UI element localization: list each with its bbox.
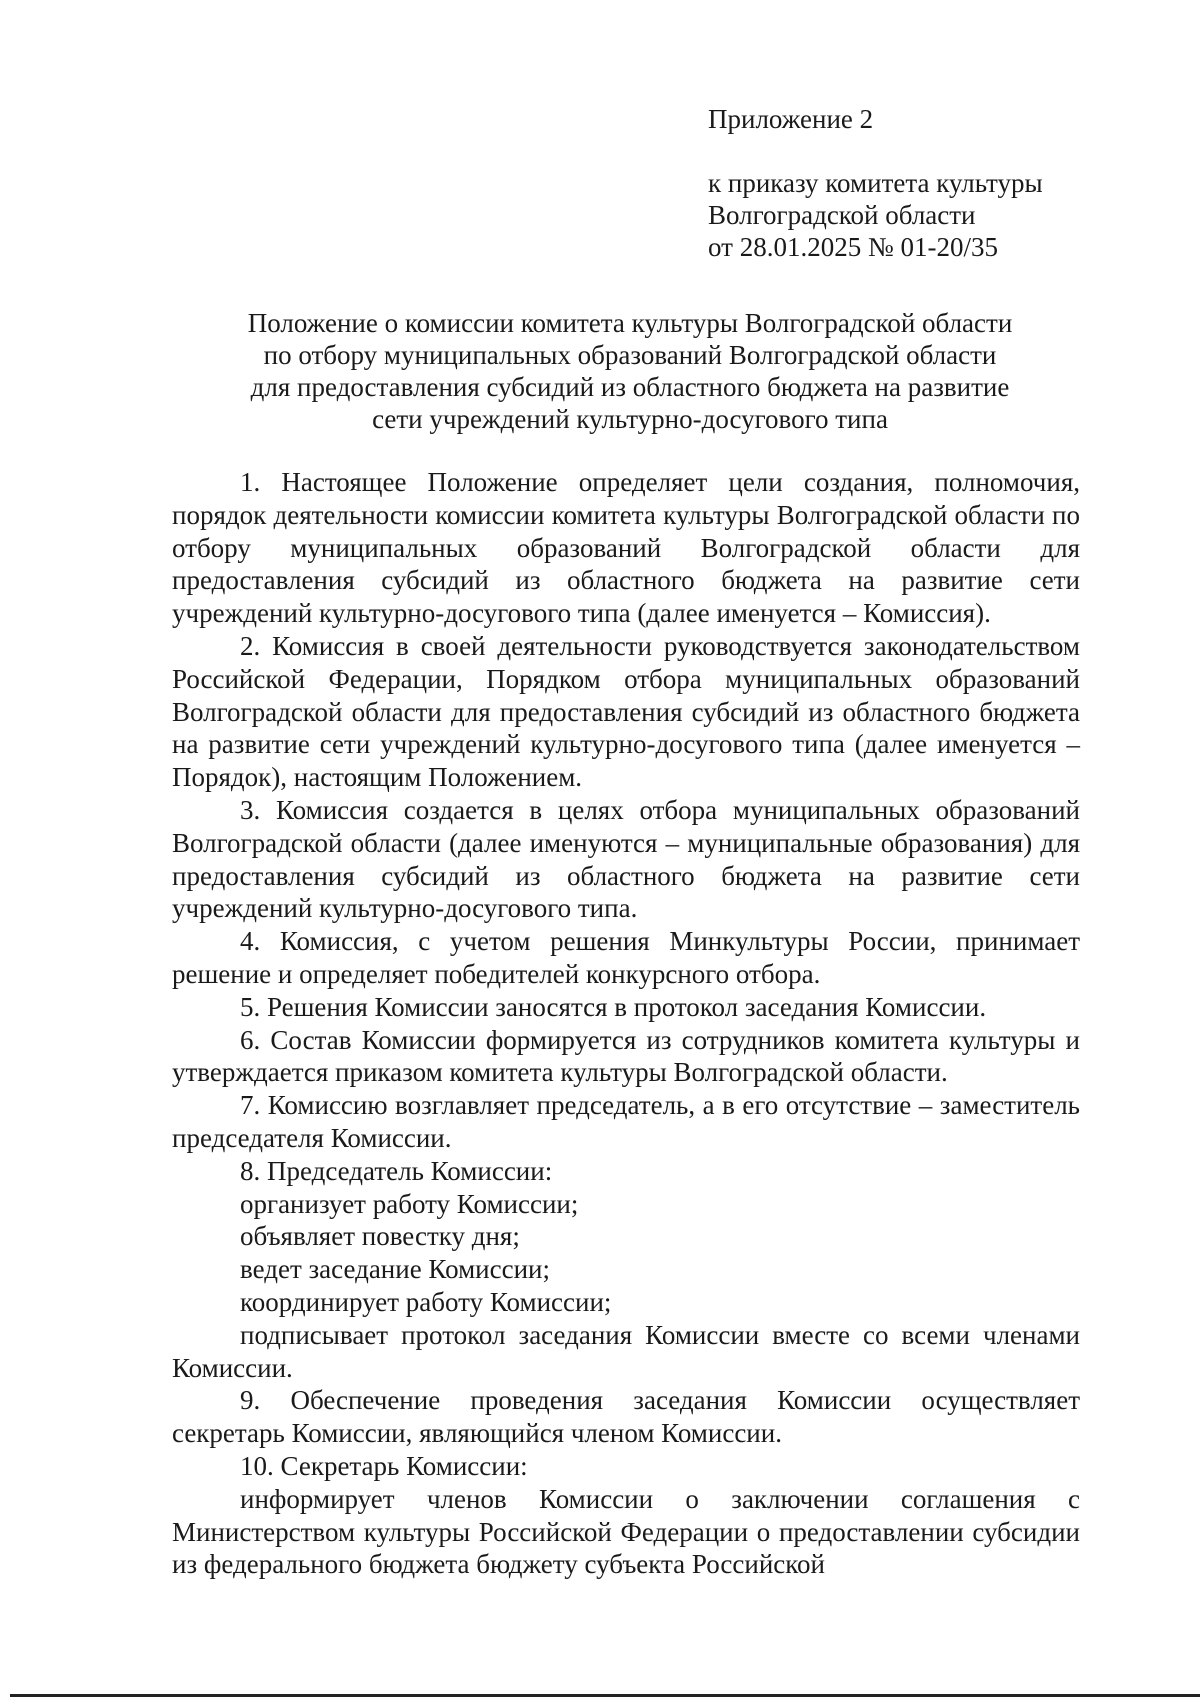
- paragraph-5: 5. Решения Комиссии заносятся в протокол заседания Комиссии.: [240, 991, 987, 1022]
- title-line: для предоставления субсидий из областного бюджета на развитие: [250, 372, 1010, 402]
- spacer: [708, 135, 1148, 167]
- paragraph-2: 2. Комиссия в своей деятельности руководствуется законодательством Российской Федерации, Порядком отбора муниципальных образований Волгоградской области для предоставления субсидий из областного бюджета на развитие сети учреждений культурно-досугового типа (далее именуется – Порядок), настоящим Положением.: [172, 630, 1080, 793]
- chair-duty-item: объявляет повестку дня;: [240, 1221, 520, 1252]
- appendix-region: Волгоградской области: [708, 200, 976, 230]
- chair-duty-item: подписывает протокол заседания Комиссии вместе со всеми членами Комиссии.: [172, 1319, 1080, 1383]
- paragraph-1: 1. Настоящее Положение определяет цели создания, полномочия, порядок деятельности комиссии комитета культуры Волгоградской области по отбору муниципальных образований Волгоградской области для предоставления субсидий из областного бюджета на развитие сети учреждений культурно-досугового типа (далее именуется – Комиссия).: [172, 467, 1080, 629]
- paragraph-8: 8. Председатель Комиссии:: [240, 1155, 553, 1186]
- appendix-order-date-number: от 28.01.2025 № 01-20/35: [708, 232, 998, 262]
- paragraph-10: 10. Секретарь Комиссии:: [240, 1450, 528, 1481]
- appendix-number: Приложение 2: [708, 104, 874, 134]
- paragraph-6: 6. Состав Комиссии формируется из сотрудников комитета культуры и утверждается приказом комитета культуры Волгоградской области.: [172, 1024, 1080, 1088]
- paragraph-9: 9. Обеспечение проведения заседания Комиссии осуществляет секретарь Комиссии, являющийся членом Комиссии.: [172, 1385, 1080, 1449]
- appendix-order-ref: к приказу комитета культуры: [708, 168, 1043, 198]
- chair-duty-item: координирует работу Комиссии;: [240, 1286, 612, 1317]
- paragraph-3: 3. Комиссия создается в целях отбора муниципальных образований Волгоградской области (далее именуются – муниципальные образования) для предоставления субсидий из областного бюджета на развитие сети учреждений культурно-досугового типа.: [172, 794, 1080, 924]
- scan-bottom-edge: [10, 1694, 1200, 1697]
- chair-duty-item: организует работу Комиссии;: [240, 1188, 579, 1219]
- paragraph-7: 7. Комиссию возглавляет председатель, а в его отсутствие – заместитель председателя Комиссии.: [172, 1090, 1080, 1153]
- document-body: [172, 466, 1080, 1581]
- chair-duty-item: ведет заседание Комиссии;: [240, 1254, 550, 1285]
- appendix-header: [708, 103, 1148, 263]
- title-line: сети учреждений культурно-досугового типа: [372, 404, 888, 434]
- secretary-duty-item: информирует членов Комиссии о заключении соглашения с Министерством культуры Российской Федерации о предоставлении субсидии из федерального бюджета бюджету субъекта Российской: [172, 1483, 1080, 1580]
- title-line: Положение о комиссии комитета культуры Волгоградской области: [247, 308, 1013, 338]
- title-line: по отбору муниципальных образований Волгоградской области: [263, 340, 997, 370]
- paragraph-4: 4. Комиссия, с учетом решения Минкультуры России, принимает решение и определяет победителей конкурсного отбора.: [172, 926, 1080, 989]
- document-title: [160, 307, 1100, 435]
